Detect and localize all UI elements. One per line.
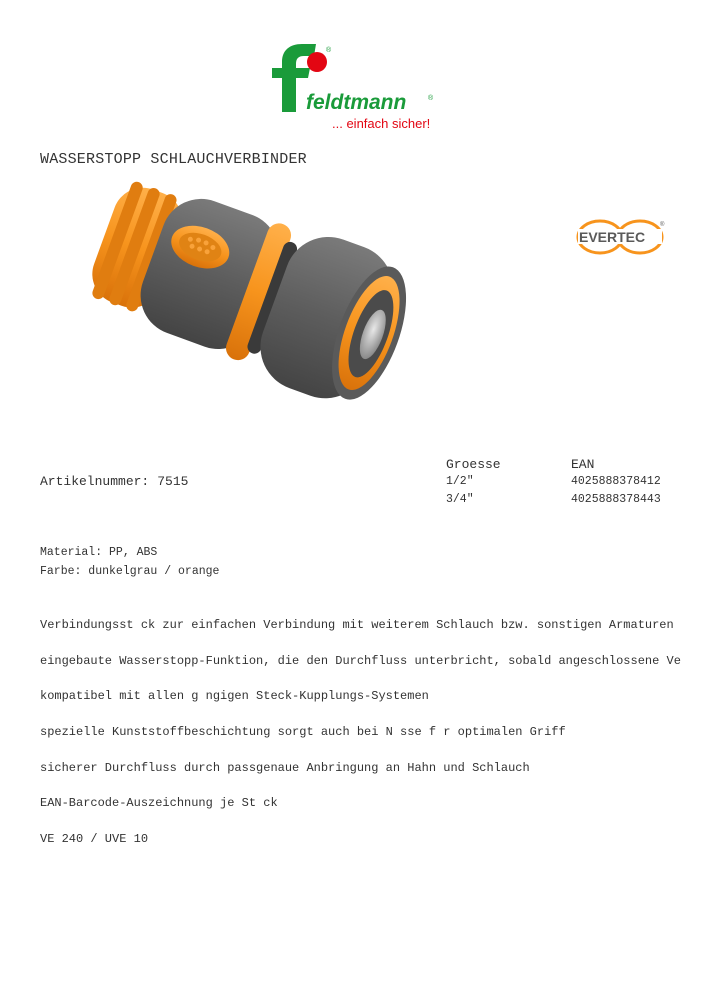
- hose-connector-image: [68, 168, 408, 458]
- evertec-trademark: ®: [660, 222, 665, 228]
- article-label: Artikelnummer:: [40, 474, 150, 489]
- brand-name: feldtmann: [306, 91, 407, 114]
- table-cell-ean: 4025888378412: [571, 475, 661, 488]
- evertec-logo: [574, 214, 674, 258]
- article-number-line: [40, 474, 196, 489]
- feldtmann-logo: [268, 42, 448, 132]
- product-title: WASSERSTOPP SCHLAUCHVERBINDER: [40, 151, 307, 168]
- table-cell-size: 1/2": [446, 475, 474, 488]
- brand-trademark: ®: [428, 95, 434, 102]
- evertec-name: EVERTEC: [579, 229, 646, 245]
- feature-item: spezielle Kunststoffbeschichtung sorgt auch bei N sse f r optimalen Griff: [40, 725, 566, 739]
- feature-item: kompatibel mit allen g ngigen Steck-Kupplungs-Systemen: [40, 689, 429, 703]
- feature-item: EAN-Barcode-Auszeichnung je St ck: [40, 796, 278, 810]
- feature-item: VE 240 / UVE 10: [40, 832, 149, 846]
- table-cell-size: 3/4": [446, 493, 474, 506]
- table-cell-ean: 4025888378443: [571, 493, 661, 506]
- table-header-ean: EAN: [571, 457, 595, 472]
- brand-slogan: ... einfach sicher!: [332, 116, 431, 131]
- feature-item: Verbindungsst ck zur einfachen Verbindung mit weiterem Schlauch bzw. sonstigen Armaturen: [40, 618, 674, 632]
- feature-item: eingebaute Wasserstopp-Funktion, die den Durchfluss unterbricht, sobald angeschlossene Ve: [40, 654, 681, 668]
- logo-trademark: ®: [326, 47, 332, 54]
- material-text: Material: PP, ABS: [40, 546, 158, 559]
- feature-item: sicherer Durchfluss durch passgenaue Anbringung an Hahn und Schlauch: [40, 761, 530, 775]
- table-header-size: Groesse: [446, 457, 501, 472]
- color-text: Farbe: dunkelgrau / orange: [40, 565, 220, 578]
- article-number: 7515: [157, 474, 189, 489]
